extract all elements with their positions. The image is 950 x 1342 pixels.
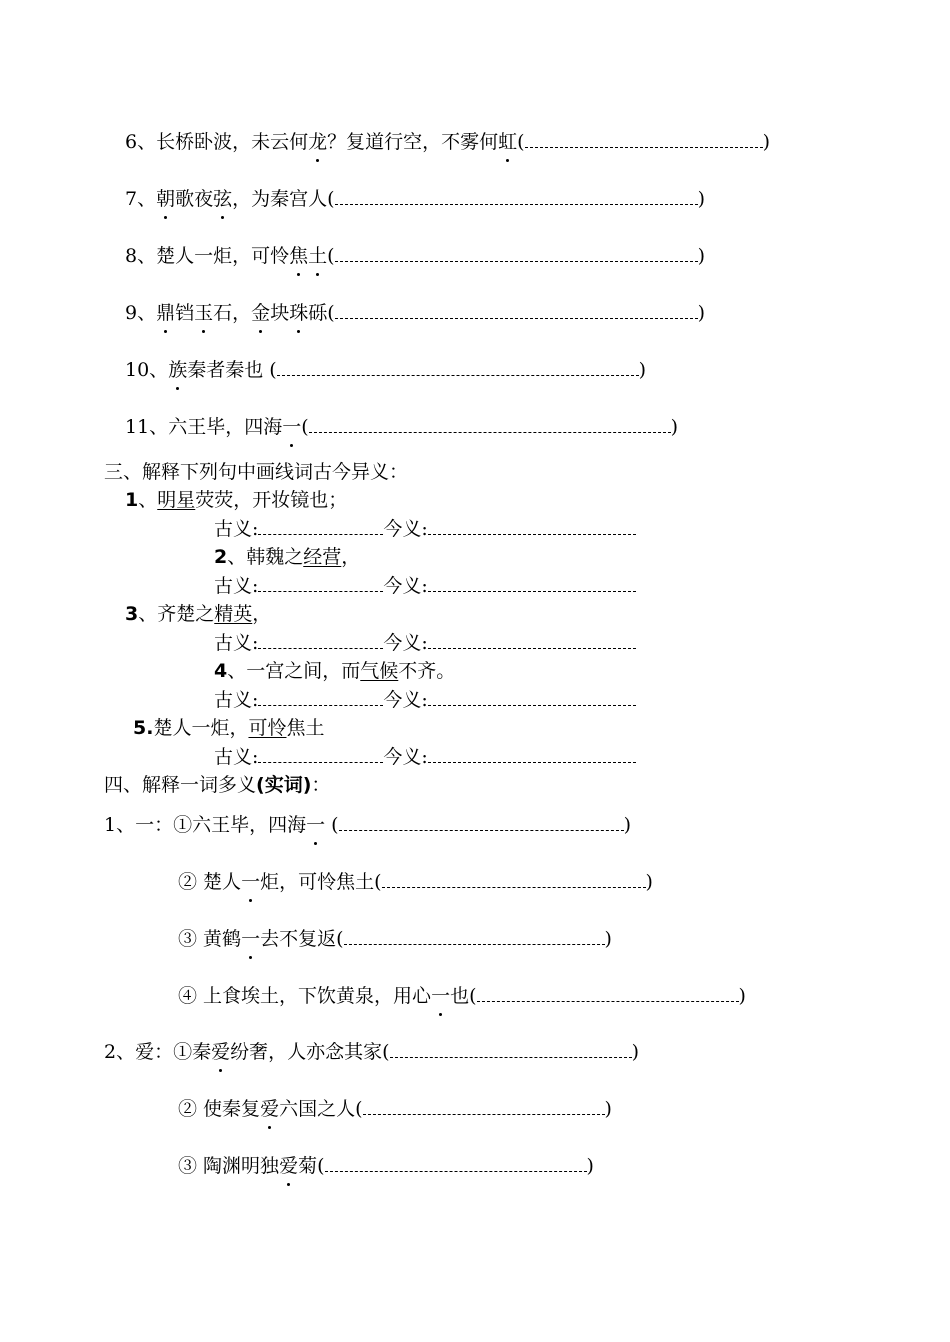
jin-label: 今义: [383,518,428,540]
s4-group1-item3 [178,927,612,951]
close-paren: ) [697,245,705,267]
item-sep: . [146,717,154,739]
close-paren: ) [697,188,705,210]
dotted-char: 龙 [308,131,328,153]
gu-label: 古义: [214,689,259,711]
item-text: ， [252,603,272,625]
item-text: 块 [270,302,290,324]
item-text: 陶渊明独 [203,1155,280,1177]
underlined-word: 精英 [214,603,253,625]
gu-blank[interactable] [258,522,383,535]
dotted-char: 虹 [498,131,518,153]
gu-blank[interactable] [258,579,383,592]
item-text: 楚人一炬， [153,717,249,739]
item-number: 5 [133,717,147,739]
gu-label: 古义: [214,746,259,768]
item-text: 六王毕，四海 [192,814,307,836]
item-text: 歌 [175,188,195,210]
item-number: 6、 [125,131,157,153]
dotted-char: 一 [241,871,261,893]
item-marker: ④ [178,985,204,1007]
dotted-char: 鼎 [156,302,176,324]
item-text: 秦 [192,1041,212,1063]
item-text: 纷奢，人亦念其家( [230,1041,390,1063]
item-text: 韩魏之 [246,546,304,568]
close-paren: ) [697,302,706,324]
item-number: 9、 [125,302,157,324]
close-paren: ) [638,359,647,381]
jin-label: 今义: [383,689,428,711]
s4-group2-item1 [104,1040,639,1064]
item-text: 菊( [298,1155,325,1177]
answer-blank[interactable] [335,190,698,205]
section-heading-colon: ： [311,774,331,796]
answer-blank[interactable] [277,361,639,376]
group-label: 1、一： [104,814,174,836]
s4-group1-item1 [104,813,631,837]
gu-blank[interactable] [258,636,383,649]
item-marker: ③ [178,1155,204,1177]
jin-blank[interactable] [428,636,636,649]
item-number: 7、 [125,188,157,210]
answer-blank[interactable] [309,418,671,433]
close-paren: ) [604,1098,612,1120]
item-text: 炬，可怜焦土( [260,871,382,893]
item-marker: ③ [178,928,204,950]
item-text: 夜 [194,188,214,210]
item-number: 3 [125,603,139,625]
answer-blank[interactable] [382,873,646,888]
item-text: 铛 [175,302,195,324]
s3-item-3-fields [214,631,636,655]
gu-blank[interactable] [258,750,383,763]
gu-blank[interactable] [258,693,383,706]
jin-blank[interactable] [428,522,636,535]
dotted-char: 爱 [211,1041,231,1063]
item-number: 2 [214,546,228,568]
s3-item-3 [125,602,271,626]
item-text: 长桥卧波，未云何 [156,131,309,153]
jin-label: 今义: [383,746,428,768]
item-text: 六王毕，四海 [168,416,283,438]
dotted-char: 爱 [260,1098,280,1120]
item-text: 齐楚之 [157,603,215,625]
answer-blank[interactable] [325,1157,587,1172]
answer-blank[interactable] [335,247,698,262]
answer-blank[interactable] [477,987,739,1002]
jin-blank[interactable] [428,579,636,592]
item-marker: ② [178,871,204,893]
close-paren: ) [586,1155,594,1177]
gu-label: 古义: [214,518,259,540]
section4-heading [104,773,330,797]
answer-blank[interactable] [344,930,605,945]
close-paren: ) [762,131,770,153]
s3-item-2 [214,545,360,569]
close-paren: ) [645,871,653,893]
item-marker: ② [178,1098,204,1120]
close-paren: ) [604,928,612,950]
dotted-char: 珠 [289,302,309,324]
s3-item-4 [214,659,455,683]
gu-label: 古义: [214,632,259,654]
item-sep: 、 [227,546,247,568]
item-text: 黄鹤 [203,928,242,950]
section3-heading [104,460,408,484]
underlined-word: 气候 [360,660,399,682]
item-text: 上食埃土，下饮黄泉，用心 [203,985,432,1007]
item-number: 1 [125,489,139,511]
s3-item-5-fields [214,745,636,769]
dotted-char: 土 [308,245,328,267]
underlined-word: 经营 [303,546,342,568]
item-text: 六国之人( [279,1098,363,1120]
item-text: 砾 [308,302,328,324]
item-11 [125,415,678,439]
gu-label: 古义: [214,575,259,597]
item-text: ( [325,814,339,836]
item-10 [125,358,646,382]
dotted-char: 一 [241,928,261,950]
s3-item-1-fields [214,517,636,541]
answer-blank[interactable] [363,1100,605,1115]
close-paren: ) [623,814,632,836]
open-paren: ( [327,302,335,324]
item-text: 一宫之间，而 [246,660,361,682]
item-sep: 、 [138,489,158,511]
close-paren: ) [631,1041,639,1063]
item-8 [125,244,705,268]
item-text: 楚人 [203,871,242,893]
item-text: ？复道行空，不雾何 [327,131,499,153]
jin-label: 今义: [383,575,428,597]
item-text: 楚人一炬，可怜 [156,245,290,267]
jin-blank[interactable] [428,693,636,706]
group-label: 2、爱： [104,1041,174,1063]
dotted-char: 一 [282,416,302,438]
underlined-word: 明星 [157,489,196,511]
item-7 [125,187,705,211]
item-text: 去不复返( [260,928,344,950]
dotted-char: 一 [306,814,326,836]
item-text: 焦土 [286,717,325,739]
s4-group1-item4 [178,984,746,1008]
item-number: 11、 [125,416,169,438]
underlined-word: 可怜 [248,717,287,739]
item-number: 10、 [125,359,169,381]
dotted-char: 爱 [279,1155,299,1177]
item-text: ， [341,546,361,568]
close-paren: ) [670,416,679,438]
item-text: ， [232,302,252,324]
s3-item-5 [133,716,325,740]
open-paren: ( [517,131,525,153]
s4-group2-item2 [178,1097,612,1121]
open-paren: ( [301,416,309,438]
section-heading-paren: (实词) [256,774,312,796]
item-6 [125,130,770,154]
s3-item-1 [125,488,347,512]
answer-blank[interactable] [525,133,763,148]
answer-blank[interactable] [390,1043,632,1058]
s4-group1-item2 [178,870,653,894]
item-sep: 、 [138,603,158,625]
section-heading: 四、解释一词多义 [104,774,257,796]
item-number: 4 [214,660,228,682]
item-sep: 、 [227,660,247,682]
item-9 [125,301,705,325]
s3-item-4-fields [214,688,636,712]
open-paren: ( [327,245,335,267]
s4-group2-item3 [178,1154,594,1178]
dotted-char: 金 [251,302,271,324]
item-marker: ① [173,814,193,836]
dotted-char: 族 [168,359,188,381]
s3-item-2-fields [214,574,636,598]
section-heading: 三、解释下列句中画线词古今异义： [104,461,409,483]
dotted-char: 朝 [156,188,176,210]
item-text: 不齐。 [398,660,456,682]
item-text: 使秦复 [203,1098,261,1120]
item-text: 也( [450,985,477,1007]
close-paren: ) [738,985,746,1007]
item-number: 8、 [125,245,157,267]
dotted-char: 一 [431,985,451,1007]
item-text: 石 [213,302,233,324]
jin-label: 今义: [383,632,428,654]
item-text: 秦者秦也 ( [187,359,277,381]
dotted-char: 弦 [213,188,233,210]
answer-blank[interactable] [335,304,698,319]
jin-blank[interactable] [428,750,636,763]
item-text: 荧荧，开妆镜也； [195,489,348,511]
answer-blank[interactable] [339,816,624,831]
dotted-char: 玉 [194,302,214,324]
item-text: ，为秦宫人( [232,188,335,210]
dotted-char: 焦 [289,245,309,267]
item-marker: ① [173,1041,193,1063]
